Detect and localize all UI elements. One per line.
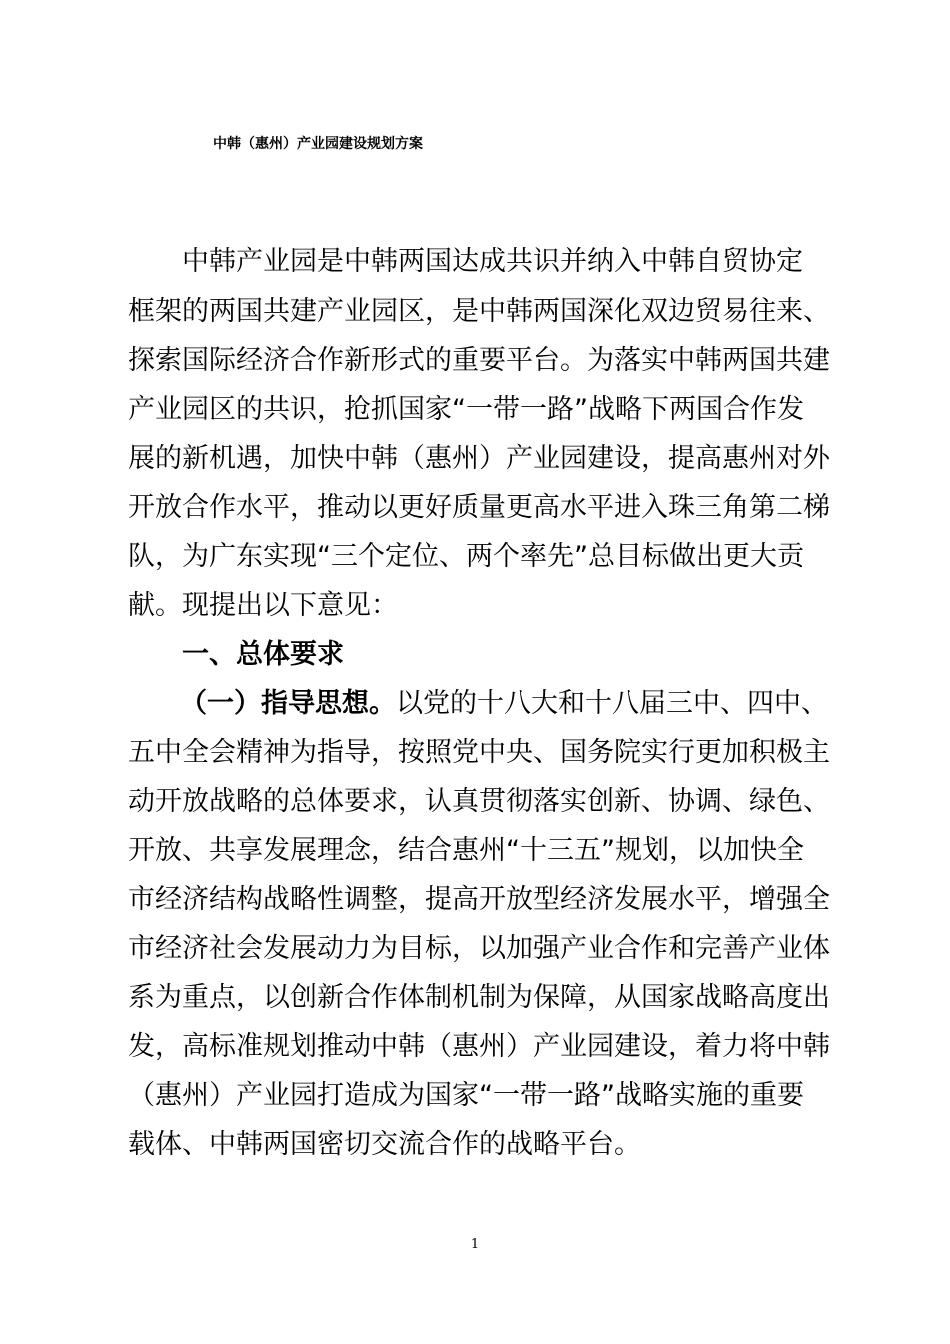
body-line-2: 动开放战略的总体要求，认真贯彻落实创新、协调、绿色、 [128, 786, 830, 817]
intro-line-2: 框架的两国共建产业园区，是中韩两国深化双边贸易往来、 [128, 296, 830, 327]
subsection-first-line-text: 以党的十八大和十八届三中、四中、 [396, 688, 828, 719]
intro-line-5: 展的新机遇，加快中韩（惠州）产业园建设，提高惠州对外 [128, 443, 830, 474]
page-number: 1 [470, 1237, 480, 1252]
intro-line-1: 中韩产业园是中韩两国达成共识并纳入中韩自贸协定 [182, 246, 803, 277]
subsection-label: （一）指导思想。 [180, 688, 396, 719]
body-line-9: 载体、中韩两国密切交流合作的战略平台。 [128, 1129, 641, 1160]
body-line-8: （惠州）产业园打造成为国家“一带一路”战略实施的重要 [128, 1080, 804, 1111]
intro-line-8: 献。现提出以下意见： [128, 590, 398, 621]
document-title: 中韩（惠州）产业园建设规划方案 [213, 136, 423, 152]
body-line-6: 系为重点，以创新合作体制机制为保障，从国家战略高度出 [128, 982, 830, 1013]
intro-line-6: 开放合作水平，推动以更好质量更高水平进入珠三角第二梯 [128, 492, 830, 523]
body-line-4: 市经济结构战略性调整，提高开放型经济发展水平，增强全 [128, 884, 830, 915]
body-line-5: 市经济社会发展动力为目标，以加强产业合作和完善产业体 [128, 933, 830, 964]
intro-line-3: 探索国际经济合作新形式的重要平台。为落实中韩两国共建 [128, 345, 830, 376]
subsection-first-line [180, 684, 828, 724]
intro-line-7: 队，为广东实现“三个定位、两个率先”总目标做出更大贡 [128, 541, 804, 572]
section-heading: 一、总体要求 [182, 639, 344, 670]
body-line-7: 发，高标准规划推动中韩（惠州）产业园建设，着力将中韩 [128, 1031, 830, 1062]
body-line-1: 五中全会精神为指导，按照党中央、国务院实行更加积极主 [128, 737, 830, 768]
body-line-3: 开放、共享发展理念，结合惠州“十三五”规划，以加快全 [128, 835, 804, 866]
intro-line-4: 产业园区的共识，抢抓国家“一带一路”战略下两国合作发 [128, 394, 804, 425]
